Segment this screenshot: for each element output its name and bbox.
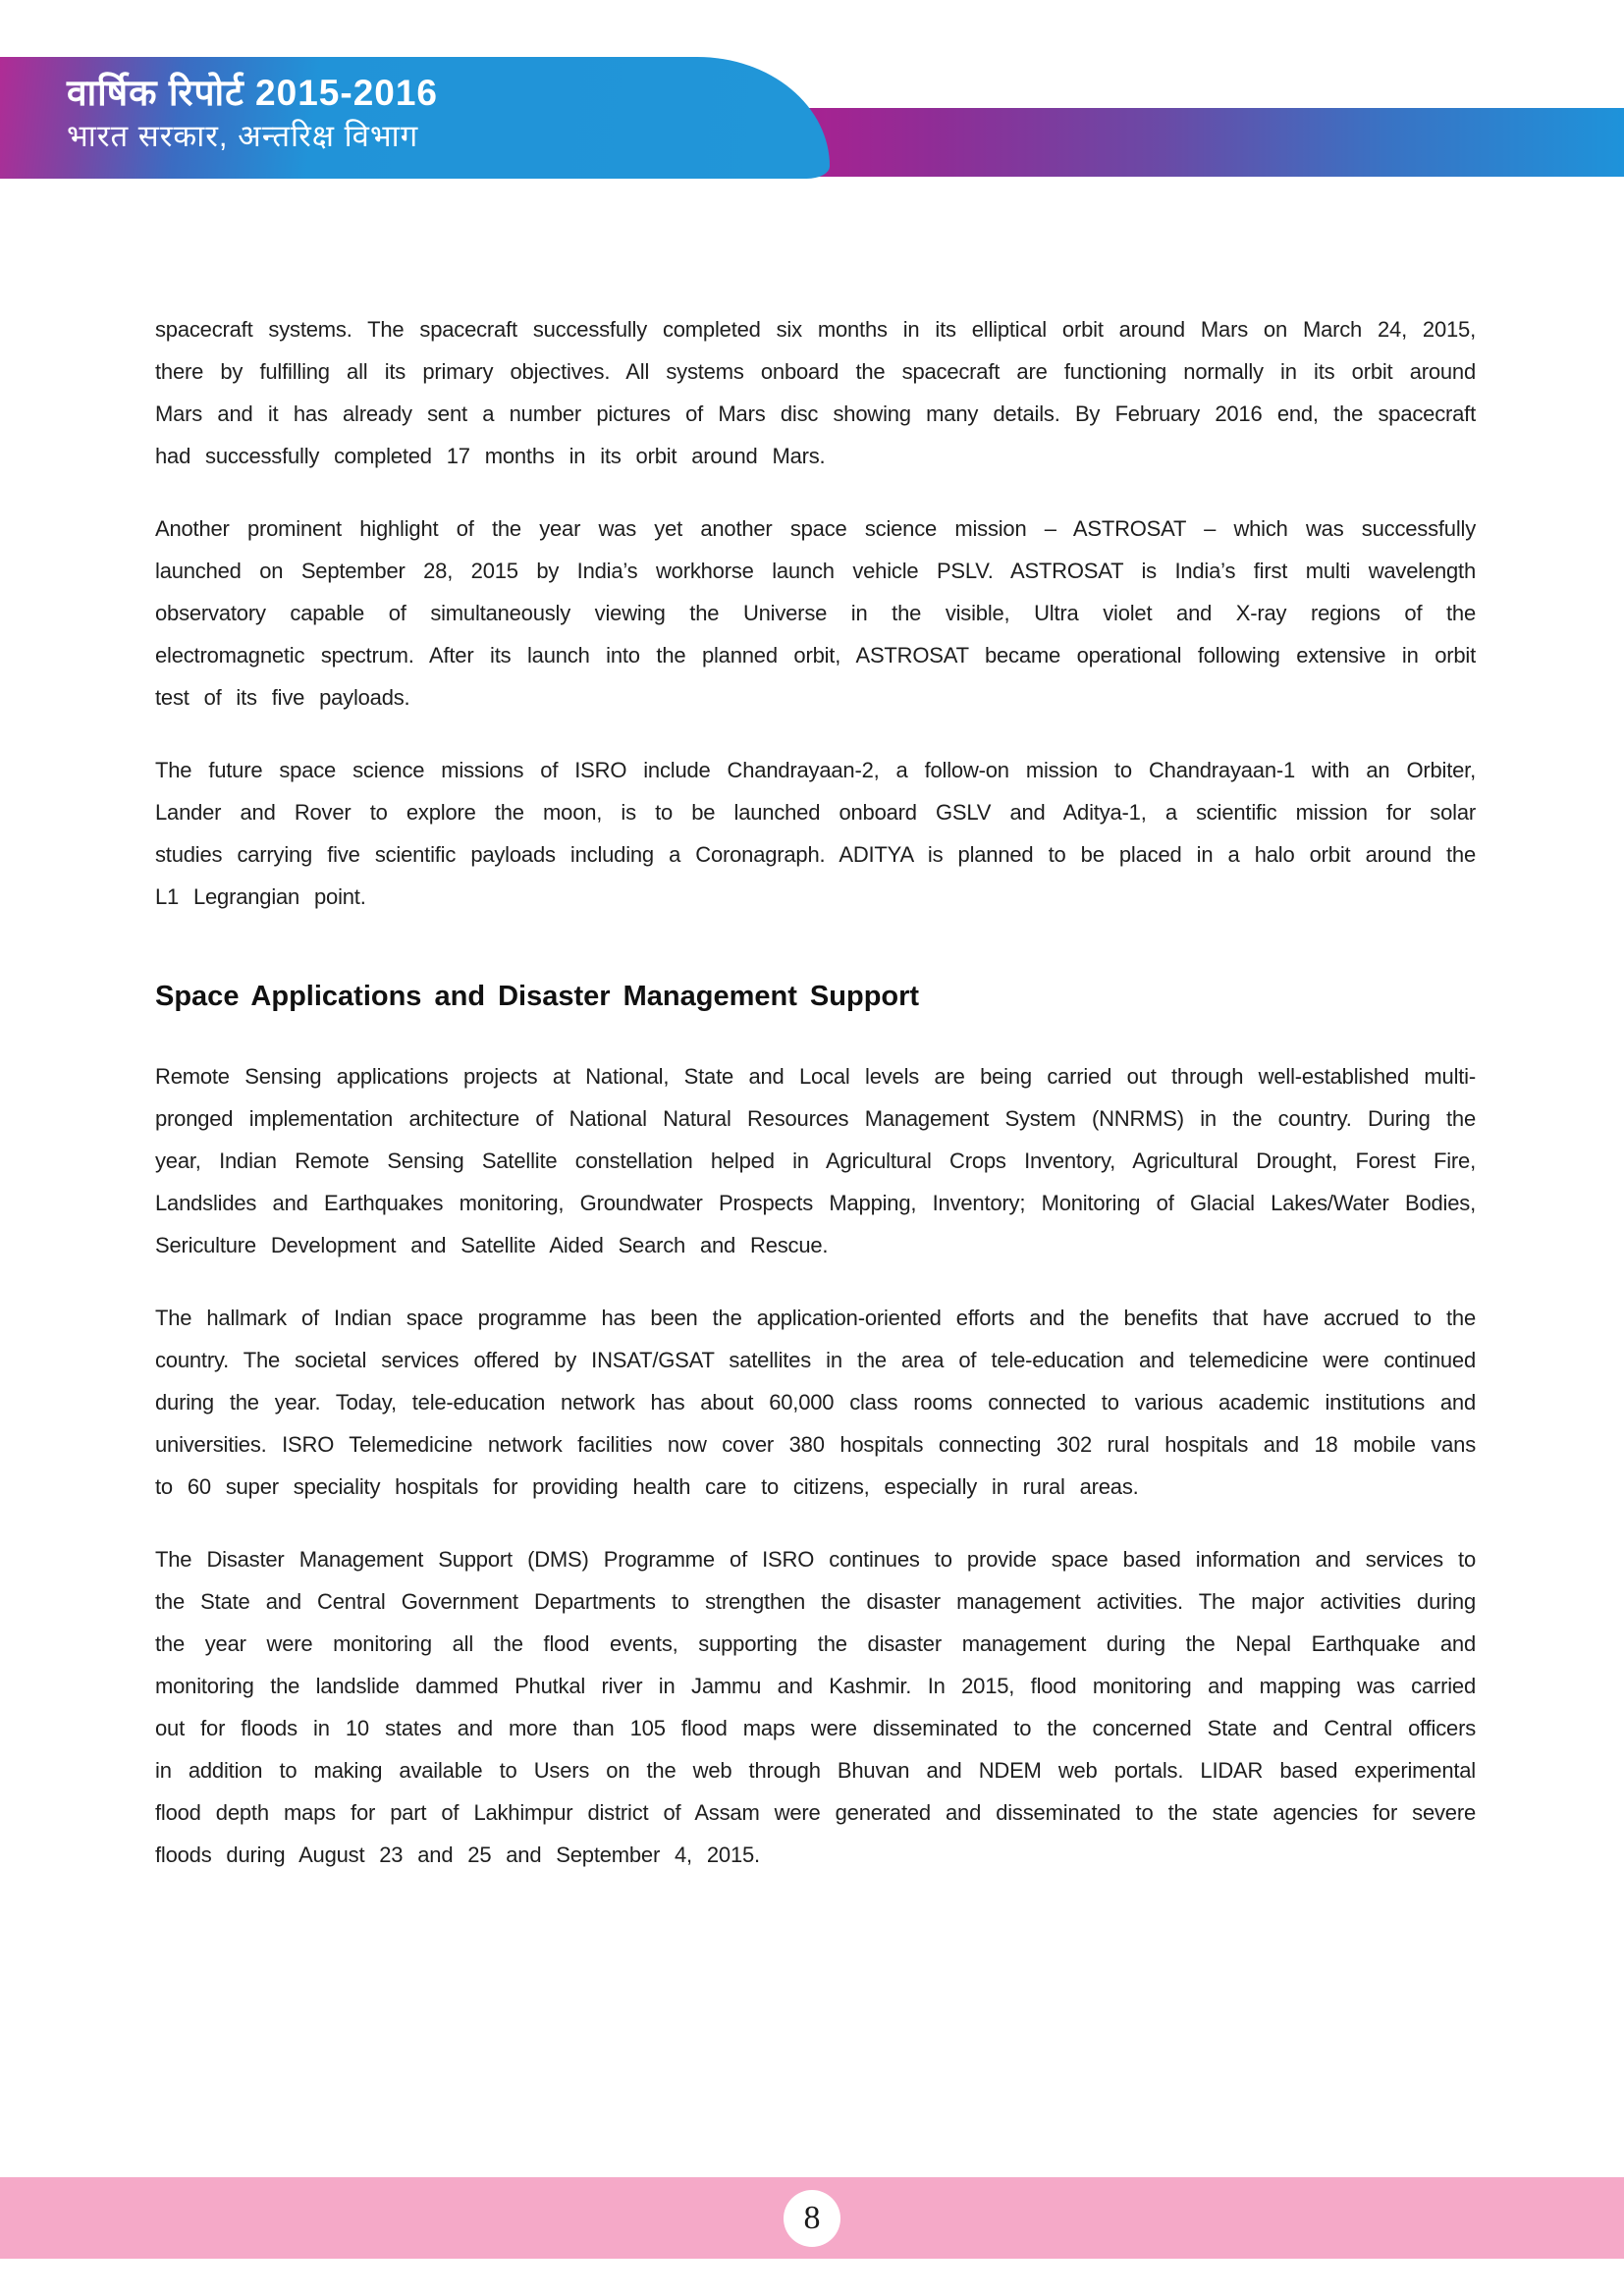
footer-band: [0, 2177, 1624, 2259]
body-paragraph: The hallmark of Indian space programme has been the application-oriented efforts and the benefits that have accrued to the country. The societal services offered by INSAT/GSAT satellites in the area of tele-education and telemedicine were continued during the year. Today, tele-education network has about 60,000 class rooms connected to various academic institutions and universities. ISRO Telemedicine network facilities now cover 380 hospitals connecting 302 rural hospitals and 18 mobile vans to 60 super speciality hospitals for providing health care to citizens, especially in rural areas.: [155, 1306, 1476, 1499]
body-paragraph: The Disaster Management Support (DMS) Programme of ISRO continues to provide space based information and services to the State and Central Government Departments to strengthen the disaster management activities. The major activities during the year were monitoring all the flood events, supporting the disaster management during the Nepal Earthquake and monitoring the landslide dammed Phutkal river in Jammu and Kashmir. In 2015, flood monitoring and mapping was carried out for floods in 10 states and more than 105 flood maps were disseminated to the concerned State and Central officers in addition to making available to Users on the web through Bhuvan and NDEM web portals. LIDAR based experimental flood depth maps for part of Lakhimpur district of Assam were generated and disseminated to the state agencies for severe floods during August 23 and 25 and September 4, 2015.: [155, 1547, 1476, 1867]
body-paragraph: Another prominent highlight of the year was yet another space science mission – ASTROSAT – which was successfully launched on September 28, 2015 by India’s workhorse launch vehicle PSLV. ASTROSAT is India’s first multi wavelength observatory capable of simultaneously viewing the Universe in the visible, Ultra violet and X-ray regions of the electromagnetic spectrum. After its launch into the planned orbit, ASTROSAT became operational following extensive in orbit test of its five payloads.: [155, 516, 1476, 710]
section-heading: Space Applications and Disaster Management Support: [155, 981, 920, 1012]
report-title: वार्षिक रिपोर्ट 2015-2016: [67, 73, 439, 113]
body-paragraph: spacecraft systems. The spacecraft successfully completed six months in its elliptical orbit around Mars on March 24, 2015, there by fulfilling all its primary objectives. All systems onboard the spacecraft are functioning normally in its orbit around Mars and it has already sent a number pictures of Mars disc showing many details. By February 2016 end, the spacecraft had successfully completed 17 months in its orbit around Mars.: [155, 317, 1476, 468]
page-number: 8: [803, 2199, 821, 2236]
header-gradient-band: [785, 108, 1624, 177]
page-number-badge: [784, 2190, 840, 2247]
body-paragraph: The future space science missions of ISRO include Chandrayaan-2, a follow-on mission to Chandrayaan-1 with an Orbiter, Lander and Rover to explore the moon, is to be launched onboard GSLV and Aditya-1, a scientific mission for solar studies carrying five scientific payloads including a Coronagraph. ADITYA is planned to be placed in a halo orbit around the L1 Legrangian point.: [155, 758, 1476, 909]
page-body: [155, 308, 1476, 1906]
header-banner: [0, 57, 830, 179]
body-paragraph: Remote Sensing applications projects at National, State and Local levels are being carried out through well-established multi-pronged implementation architecture of National Natural Resources Management System (NNRMS) in the country. During the year, Indian Remote Sensing Satellite constellation helped in Agricultural Crops Inventory, Agricultural Drought, Forest Fire, Landslides and Earthquakes monitoring, Groundwater Prospects Mapping, Inventory; Monitoring of Glacial Lakes/Water Bodies, Sericulture Development and Satellite Aided Search and Rescue.: [155, 1064, 1476, 1257]
report-subtitle: भारत सरकार, अन्तरिक्ष विभाग: [67, 119, 419, 153]
